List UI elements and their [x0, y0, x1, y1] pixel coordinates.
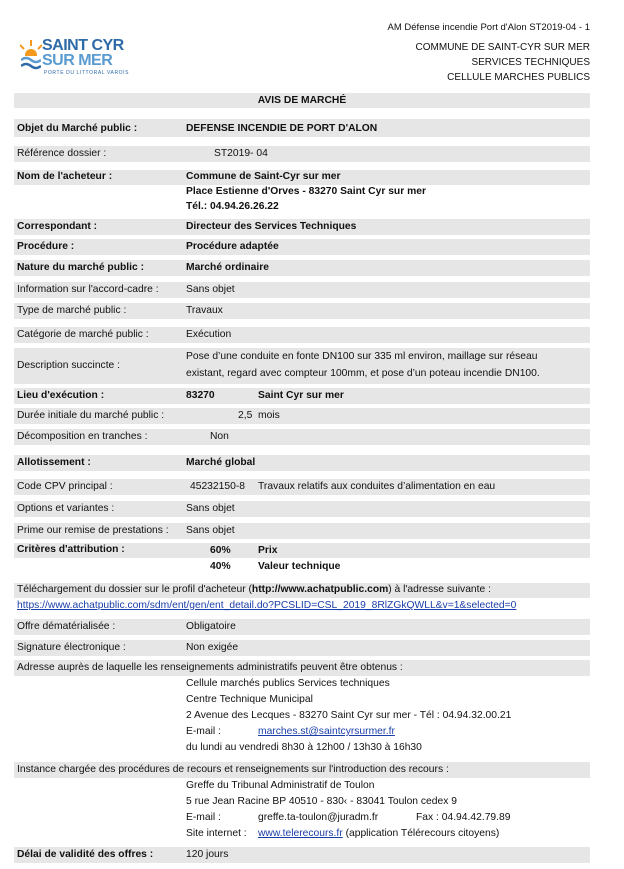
value-acheteur-line: Place Estienne d'Orves - 83270 Saint Cyr sur mer: [186, 186, 426, 197]
row-bar: [14, 455, 590, 471]
value-lieu-city: Saint Cyr sur mer: [258, 390, 344, 401]
recours-line: Greffe du Tribunal Administratif de Toulon: [186, 780, 375, 791]
label-duree: Durée initiale du marché public :: [17, 410, 165, 421]
value-offre: Obligatoire: [186, 621, 236, 632]
download-site: http://www.achatpublic.com: [251, 584, 389, 595]
renseignements-heading: Adresse auprès de laquelle les renseignements administratifs peuvent être obtenus :: [17, 662, 403, 673]
row-bar: [14, 239, 590, 255]
recours-site-label: Site internet :: [186, 828, 247, 839]
value-correspondant: Directeur des Services Techniques: [186, 221, 357, 232]
recours-email-label: E-mail :: [186, 812, 221, 823]
label-type: Type de marché public :: [17, 305, 127, 316]
value-options: Sans objet: [186, 503, 235, 514]
recours-fax: Fax : 04.94.42.79.89: [416, 812, 511, 823]
renseignements-hours: du lundi au vendredi 8h30 à 12h00 / 13h30 à 16h30: [186, 742, 422, 753]
value-accord-cadre: Sans objet: [186, 284, 235, 295]
value-prime: Sans objet: [186, 525, 235, 536]
label-options: Options et variantes :: [17, 503, 115, 514]
recours-site-link[interactable]: www.telerecours.fr: [258, 828, 343, 839]
value-tranches: Non: [210, 431, 229, 442]
wave-icon: [21, 56, 41, 70]
recours-heading: Instance chargée des procédures de recours et renseignements sur l'introduction des recours :: [17, 764, 449, 775]
renseignements-line: Cellule marchés publics Services techniques: [186, 678, 390, 689]
value-type: Travaux: [186, 305, 223, 316]
page-title: AVIS DE MARCHÉ: [257, 95, 347, 106]
value-allotissement: Marché global: [186, 457, 256, 468]
label-nature: Nature du marché public :: [17, 262, 145, 273]
value-delai: 120 jours: [186, 849, 229, 860]
criterion-percent: 60%: [210, 545, 231, 556]
label-allotissement: Allotissement :: [17, 457, 91, 468]
org-line: COMMUNE DE SAINT-CYR SUR MER: [415, 42, 590, 53]
sun-icon: [20, 40, 42, 56]
value-nature: Marché ordinaire: [186, 262, 269, 273]
value-signature: Non exigée: [186, 642, 239, 653]
recours-line: 5 rue Jean Racine BP 40510 - 830‹ - 83041 Toulon cedex 9: [186, 796, 457, 807]
recours-site-suffix: (application Télérecours citoyens): [342, 828, 500, 839]
org-line: SERVICES TECHNIQUES: [471, 57, 590, 68]
logo-line-2: SUR MER: [42, 52, 113, 69]
organization-block: [416, 40, 590, 85]
criterion-name: Prix: [258, 545, 278, 556]
town-logo: [20, 38, 140, 80]
label-cpv: Code CPV principal :: [17, 481, 113, 492]
value-description-line: existant, regard avec compteur 100mm, et pose d’un poteau incendie DN100.: [186, 368, 540, 379]
renseignements-email-label: E-mail :: [186, 726, 221, 737]
download-heading: [17, 584, 491, 595]
org-line: CELLULE MARCHES PUBLICS: [447, 72, 590, 83]
label-correspondant: Correspondant :: [17, 221, 98, 232]
value-description-line: Pose d’une conduite en fonte DN100 sur 335 ml environ, maillage sur réseau: [186, 351, 538, 362]
criterion-name: Valeur technique: [258, 561, 341, 572]
label-tranches: Décomposition en tranches :: [17, 431, 148, 442]
logo-line-1: SAINT CYR: [42, 37, 124, 54]
label-signature: Signature électronique :: [17, 642, 126, 653]
recours-site-wrap: [258, 828, 499, 839]
label-categorie: Catégorie de marché public :: [17, 329, 149, 340]
value-duree-unit: mois: [258, 410, 280, 421]
label-prime: Prime our remise de prestations :: [17, 525, 169, 536]
value-lieu-code: 83270: [186, 390, 215, 401]
value-acheteur-line: Tél.: 04.94.26.26.22: [186, 201, 279, 212]
label-delai: Délai de validité des offres :: [17, 849, 154, 860]
label-offre: Offre dématérialisée :: [17, 621, 116, 632]
label-description: Description succincte :: [17, 360, 121, 371]
value-categorie: Exécution: [186, 329, 232, 340]
label-criteres: Critères d'attribution :: [17, 544, 125, 555]
criterion-percent: 40%: [210, 561, 231, 572]
value-procedure: Procédure adaptée: [186, 241, 279, 252]
renseignements-email-link[interactable]: marches.st@saintcyrsurmer.fr: [258, 726, 395, 737]
document-reference: AM Défense incendie Port d'Alon ST2019-04 - 1: [387, 22, 590, 33]
renseignements-line: Centre Technique Municipal: [186, 694, 313, 705]
value-objet: DEFENSE INCENDIE DE PORT D'ALON: [186, 123, 378, 134]
label-acheteur: Nom de l'acheteur :: [17, 171, 113, 182]
download-suffix: ) à l'adresse suivante :: [388, 584, 491, 595]
value-cpv-text: Travaux relatifs aux conduites d’alimentation en eau: [258, 481, 496, 492]
label-procedure: Procédure :: [17, 241, 75, 252]
value-reference: ST2019- 04: [214, 148, 268, 159]
label-reference: Référence dossier :: [17, 148, 107, 159]
download-link[interactable]: https://www.achatpublic.com/sdm/ent/gen/ent_detail.do?PCSLID=CSL_2019_8RlZGkQWLL&v=1&selected=0: [17, 600, 517, 611]
label-accord-cadre: Information sur l'accord-cadre :: [17, 284, 159, 295]
value-duree: 2,5: [238, 410, 253, 421]
recours-email: greffe.ta-toulon@juradm.fr: [258, 812, 379, 823]
logo-tagline: PORTE DU LITTORAL VAROIS: [44, 70, 130, 76]
label-lieu: Lieu d'exécution :: [17, 390, 105, 401]
download-prefix: Téléchargement du dossier sur le profil d'acheteur (: [17, 584, 252, 595]
value-cpv-code: 45232150-8: [190, 481, 245, 492]
value-acheteur-line: Commune de Saint-Cyr sur mer: [186, 171, 341, 182]
label-objet: Objet du Marché public :: [17, 123, 138, 134]
renseignements-line: 2 Avenue des Lecques - 83270 Saint Cyr sur mer - Tél : 04.94.32.00.21: [186, 710, 512, 721]
